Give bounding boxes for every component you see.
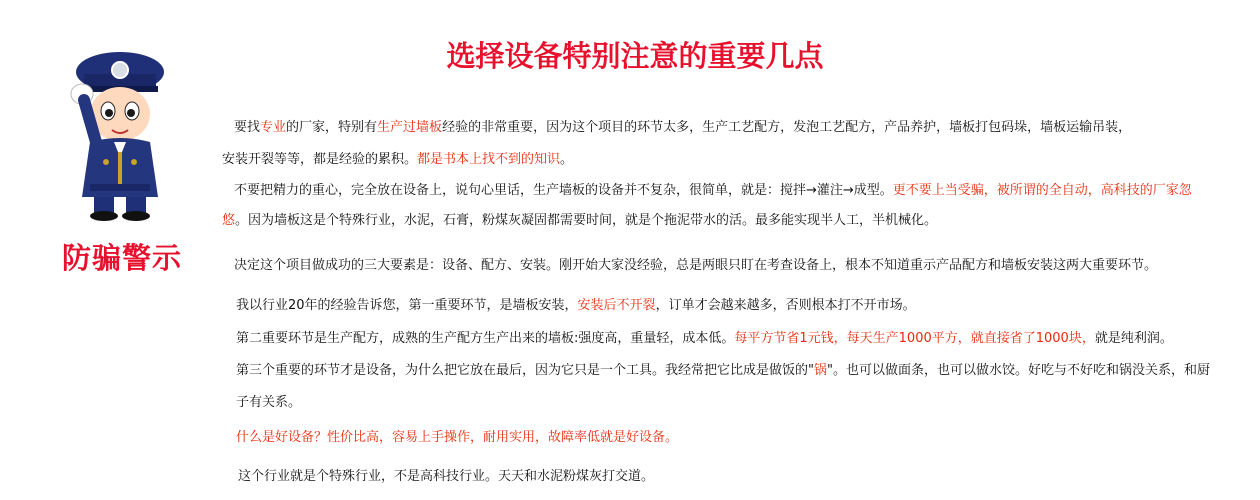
text-segment: 第二重要环节是生产配方，成熟的生产配方生产出来的墙板:强度高，重量轻，成本低。 (236, 331, 735, 346)
paragraph-5 (236, 325, 1260, 352)
text-segment: 的厂家，特别有 (286, 120, 378, 135)
text-segment: 我以行业20年的经验告诉您，第一重要环节，是墙板安装， (236, 298, 578, 313)
highlight-text: 锅 (813, 363, 827, 378)
paragraph-7 (236, 424, 1260, 451)
highlight-text: 生产过墙板 (377, 120, 443, 135)
paragraph-3 (234, 252, 1260, 279)
paragraph-4 (236, 292, 1260, 319)
paragraph-1 (222, 114, 1252, 173)
text-segment: 。因为墙板这是个特殊行业，水泥，石膏，粉煤灰凝固都需要时间，就是个拖泥带水的活。最多能实现半人工，半机械化。 (235, 213, 938, 228)
paragraph-6-line-1 (236, 357, 1260, 384)
paragraph-8 (238, 463, 1260, 490)
text-segment: 要找 (234, 120, 261, 135)
anti-fraud-warning-label: 防骗警示 (61, 241, 182, 275)
paragraph-1-line-2 (222, 146, 1252, 173)
paragraph-6 (236, 357, 1260, 416)
highlight-text: 都是书本上找不到的知识 (417, 152, 561, 167)
text-segment: 。 (560, 152, 574, 167)
police-mascot-icon (60, 42, 180, 222)
page-title: 选择设备特别注意的重要几点 (446, 39, 824, 73)
text-segment: ，订单才会越来越多，否则根本打不开市场。 (655, 298, 916, 313)
highlight-text: 每平方节省1元钱，每天生产1000平方，就直接省了1000块， (734, 331, 1095, 346)
paragraph-2-line-2 (222, 207, 1252, 234)
highlight-text: 专业 (260, 120, 287, 135)
highlight-text: 更不要上当受骗，被所谓的全自动，高科技的厂家忽 (892, 183, 1192, 198)
text-segment: 安装开裂等等，都是经验的累积。 (222, 152, 418, 167)
text-segment: 子有关系。 (236, 395, 302, 410)
paragraph-1-line-1 (222, 114, 1252, 141)
highlight-text: 什么是好设备？性价比高，容易上手操作，耐用实用，故障率低就是好设备。 (236, 430, 679, 445)
text-segment: "。也可以做面条，也可以做水饺。好吃与不好吃和锅没关系，和厨 (827, 363, 1210, 378)
highlight-text: 悠 (222, 213, 236, 228)
text-segment: 经验的非常重要，因为这个项目的环节太多，生产工艺配方，发泡工艺配方，产品养护，墙板打包码垛，墙板运输吊装， (442, 120, 1132, 135)
text-segment: 第三个重要的环节才是设备，为什么把它放在最后，因为它只是一个工具。我经常把它比成是做饭的" (236, 363, 814, 378)
paragraph-2-line-1 (222, 177, 1252, 204)
text-segment: 就是纯利润。 (1094, 331, 1173, 346)
text-segment: 不要把精力的重心，完全放在设备上，说句心里话，生产墙板的设备并不复杂，很简单，就是：搅拌→灌注→成型。 (234, 183, 893, 198)
paragraph-2 (222, 177, 1252, 234)
paragraph-6-line-2 (236, 389, 1260, 416)
text-segment: 这个行业就是个特殊行业，不是高科技行业。天天和水泥粉煤灰打交道。 (238, 469, 655, 484)
sidebar (0, 0, 200, 500)
text-segment: 决定这个项目做成功的三大要素是：设备、配方、安装。刚开始大家没经验，总是两眼只盯在考查设备上，根本不知道重示产品配方和墙板安装这两大重要环节。 (234, 258, 1158, 273)
highlight-text: 安装后不开裂 (577, 298, 656, 313)
